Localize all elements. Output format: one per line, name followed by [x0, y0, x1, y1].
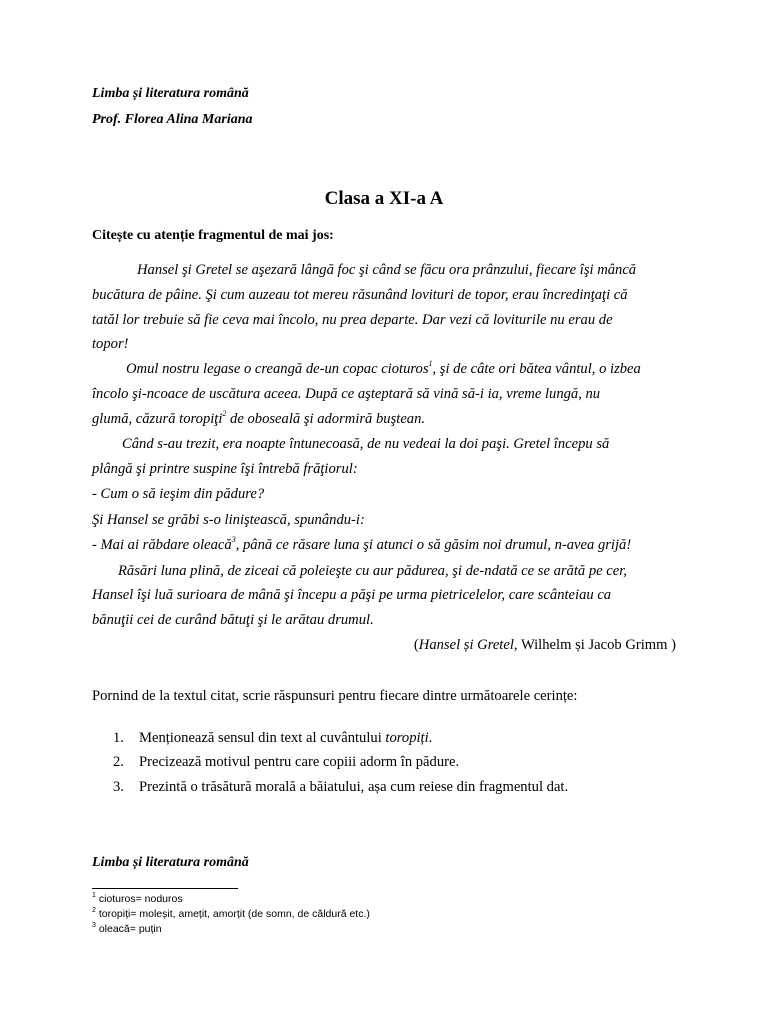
- fragment-text: glumă, căzură toropiţi: [92, 411, 223, 427]
- instruction: Citește cu atenție fragmentul de mai jos:: [92, 228, 334, 243]
- fragment-text: - Mai ai răbdare oleacă: [92, 537, 232, 553]
- fragment-line: [126, 361, 641, 378]
- question-text-part: Menționează sensul din text al cuvântului: [139, 730, 386, 746]
- fragment-text: , şi de câte ori bătea vântul, o izbea: [432, 361, 641, 377]
- header-teacher: Prof. Florea Alina Mariana: [92, 112, 253, 127]
- fragment-line: Când s-au trezit, era noapte întunecoasă, de nu vedeai la doi paşi. Gretel începu să: [122, 436, 610, 452]
- fragment-line: Şi Hansel se grăbi s-o liniştească, spunându-i:: [92, 512, 365, 528]
- fragment-line: încolo şi-ncoace de uscătura aceea. După ce aşteptară să vină să-i ia, vreme lungă, nu: [92, 386, 601, 402]
- source-authors: , Wilhelm și Jacob Grimm ): [513, 637, 676, 653]
- question-text: Precizează motivul pentru care copiii adorm în pădure.: [139, 754, 460, 770]
- source-open: (: [413, 637, 419, 653]
- footnote-mark: 2: [92, 907, 96, 914]
- fragment-line: bucătura de pâine. Şi cum auzeau tot mereu răsunând lovituri de topor, erau încredinţaţi că: [92, 287, 628, 303]
- question-number: 1.: [113, 730, 124, 746]
- footnote-ref: 1: [428, 359, 433, 368]
- fragment-text: de oboseală şi adormiră buştean.: [226, 411, 426, 427]
- footnote: [92, 908, 370, 920]
- footnote-mark: 1: [92, 892, 96, 899]
- fragment-line: Hansel şi Gretel se aşezară lângă foc şi când se făcu ora prânzului, fiecare îşi mâncă: [137, 262, 637, 278]
- question-keyword: toropiți: [385, 730, 429, 746]
- footnote-text: cioturos= noduros: [95, 893, 183, 905]
- footnote-text: oleacă= puțin: [95, 923, 162, 935]
- source-citation: [414, 637, 676, 654]
- footnote-text: toropiți= moleșit, amețit, amorțit (de somn, de căldură etc.): [95, 908, 370, 920]
- footnote: [92, 923, 162, 935]
- page-title: Clasa a XI-a A: [324, 188, 444, 209]
- task-prompt: Pornind de la textul citat, scrie răspunsuri pentru fiecare dintre următoarele cerințe:: [92, 688, 578, 704]
- source-work: Hansel și Gretel: [418, 637, 514, 653]
- fragment-line: topor!: [92, 336, 129, 352]
- question-text: [139, 730, 432, 747]
- fragment-text: , până ce răsare luna şi atunci o să găsim noi drumul, n-avea grijă!: [235, 537, 632, 553]
- question-number: 2.: [113, 754, 124, 770]
- footnote-separator: [92, 888, 238, 889]
- footnote: [92, 893, 183, 905]
- fragment-line: bănuţii cei de curând bătuţi şi le arătau drumul.: [92, 612, 374, 628]
- fragment-text: Omul nostru legase o creangă de-un copac cioturos: [126, 361, 429, 377]
- footer-subject: Limba și literatura română: [92, 855, 249, 870]
- fragment-line: [92, 411, 425, 428]
- fragment-line: plângă şi printre suspine îşi întrebă frăţiorul:: [92, 461, 358, 477]
- question-text: Prezintă o trăsătură morală a băiatului, așa cum reiese din fragmentul dat.: [139, 779, 569, 795]
- fragment-line: tatăl lor trebuie să fie ceva mai încolo, nu prea departe. Dar vezi că loviturile nu erau de: [92, 312, 613, 328]
- fragment-line: [92, 537, 631, 554]
- footnote-mark: 3: [92, 922, 96, 929]
- question-text-part: .: [428, 730, 433, 746]
- fragment-line: - Cum o să ieşim din pădure?: [92, 486, 265, 502]
- footnote-ref: 2: [222, 409, 227, 418]
- header-subject: Limba și literatura română: [92, 86, 249, 101]
- fragment-line: Răsări luna plină, de ziceai că poleieşte cu aur pădurea, şi de-ndată ce se arătă pe cer,: [118, 563, 627, 579]
- footnote-ref: 3: [231, 535, 236, 544]
- question-number: 3.: [113, 779, 124, 795]
- fragment-line: Hansel îşi luă surioara de mână şi începu a păşi pe urma pietricelelor, care scânteiau ca: [92, 587, 612, 603]
